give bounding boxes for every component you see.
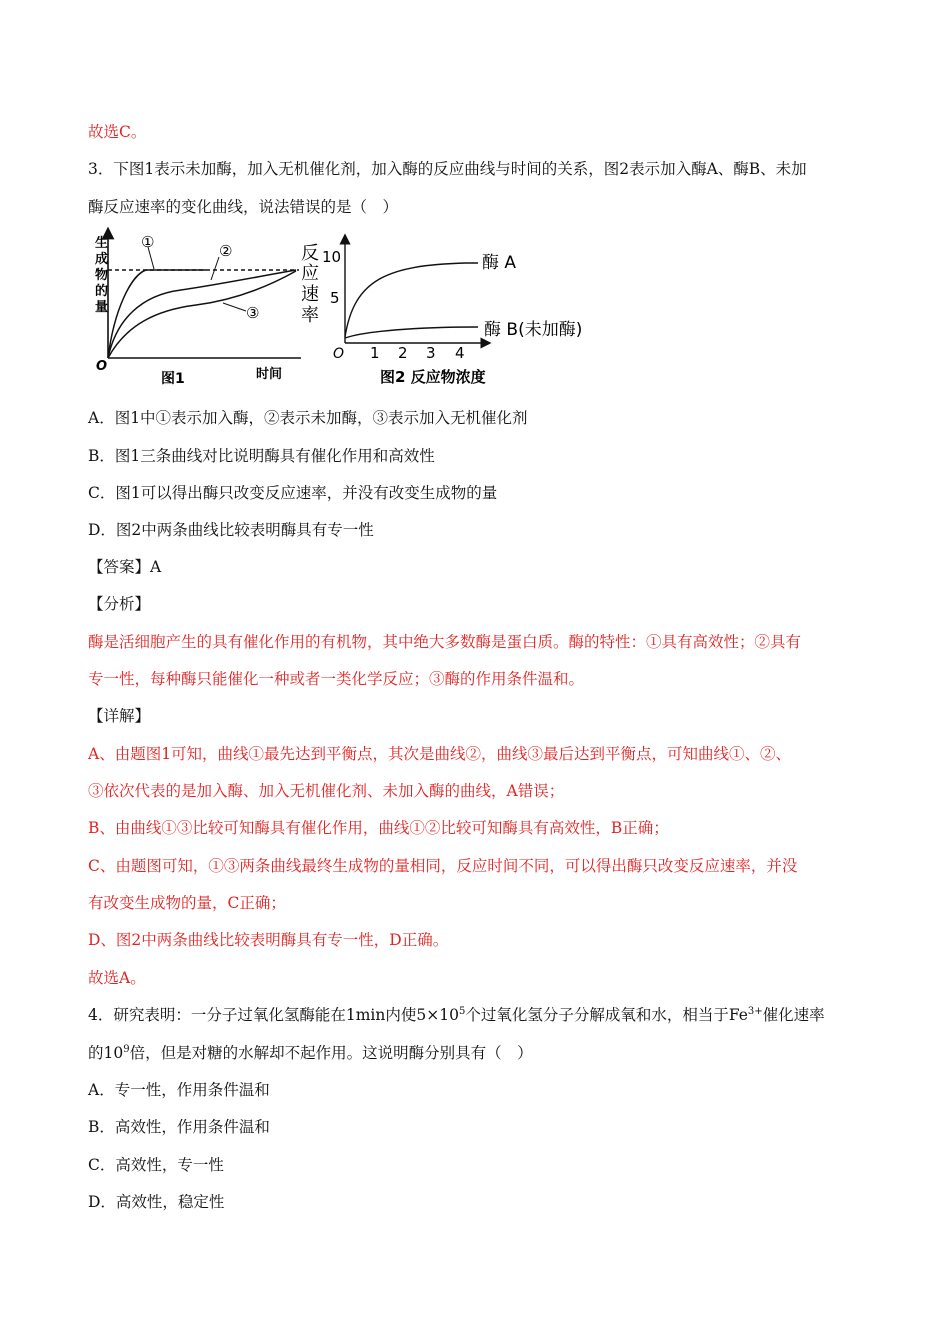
fig2-curve-enzyme-a xyxy=(345,263,478,337)
q4-stem-part5: 倍，但是对糖的水解却不起作用。这说明酶分别具有（ ） xyxy=(129,1044,533,1062)
q4-option-b: B．高效性，作用条件温和 xyxy=(88,1118,270,1136)
figure-1 xyxy=(95,233,301,387)
fig2-ytick-5: 5 xyxy=(330,289,340,307)
fig2-curve-enzyme-b xyxy=(345,327,478,338)
q3-option-c: C．图1可以得出酶只改变反应速率，并没有改变生成物的量 xyxy=(88,484,498,502)
q4-option-c: C．高效性，专一性 xyxy=(88,1156,224,1174)
q4-stem-line1 xyxy=(88,1005,825,1025)
fig1-marker-1: ① xyxy=(141,233,155,251)
fig1-ylabel-4: 量 xyxy=(95,300,109,315)
fig2-xtick-4: 4 xyxy=(455,344,465,362)
q4-option-d: D．高效性，稳定性 xyxy=(88,1193,225,1211)
q4-stem-part4: 的10 xyxy=(88,1044,124,1062)
fig1-ylabel-2: 物 xyxy=(95,268,109,283)
q3-analysis-heading: 【分析】 xyxy=(88,595,151,613)
q4-stem-part3: 催化速率 xyxy=(762,1006,825,1024)
fig1-origin: O xyxy=(96,359,108,374)
fig2-label-enzyme-a: 酶 A xyxy=(482,253,517,273)
fig1-curve-2 xyxy=(108,270,296,358)
fig2-xtick-1: 1 xyxy=(370,344,380,362)
q4-stem-part2: 个过氧化氢分子分解成氧和水，相当于Fe xyxy=(465,1006,748,1024)
q3-detail-line1: A、由题图1可知，曲线①最先达到平衡点，其次是曲线②，曲线③最后达到平衡点，可知曲线①、②、 xyxy=(88,745,792,763)
q4-stem-line2 xyxy=(88,1043,533,1063)
q3-figure-svg xyxy=(86,225,626,395)
q3-stem-line1: 3．下图1表示未加酶，加入无机催化剂，加入酶的反应曲线与时间的关系，图2表示加入酶A、酶B、未加 xyxy=(88,160,807,178)
fig1-ylabel-1: 成 xyxy=(95,252,109,267)
q3-option-b: B．图1三条曲线对比说明酶具有催化作用和高效性 xyxy=(88,447,435,465)
q3-detail-line5: 有改变生成物的量，C正确； xyxy=(88,894,286,912)
q3-stem-line2: 酶反应速率的变化曲线，说法错误的是（ ） xyxy=(88,198,399,216)
fig2-label-enzyme-b: 酶 B(未加酶) xyxy=(484,320,583,340)
fig1-curve-3 xyxy=(108,271,296,358)
fig2-origin: O xyxy=(333,346,345,362)
q3-figures xyxy=(86,225,626,395)
q4-stem-part1: 4．研究表明：一分子过氧化氢酶能在1min内使5×10 xyxy=(88,1006,459,1024)
fig2-ylabel-0: 反 xyxy=(301,243,319,264)
fig1-marker-3: ③ xyxy=(246,304,260,322)
q4-sup-charge: 3+ xyxy=(747,1005,763,1017)
q4-sup-exponent-9: 9 xyxy=(123,1043,130,1055)
fig1-ylabel-0: 生 xyxy=(95,236,109,251)
fig1-ylabel-3: 的 xyxy=(95,284,109,299)
q4-sup-exponent-5: 5 xyxy=(458,1005,466,1017)
figure-2 xyxy=(301,239,582,386)
q3-detail-line6: D、图2中两条曲线比较表明酶具有专一性，D正确。 xyxy=(88,931,449,949)
q3-detail-line3: B、由曲线①③比较可知酶具有催化作用，曲线①②比较可知酶具有高效性，B正确； xyxy=(88,819,669,837)
fig2-ylabel-3: 率 xyxy=(301,305,319,326)
fig2-xtick-3: 3 xyxy=(426,344,436,362)
fig2-xtick-2: 2 xyxy=(398,344,408,362)
q4-option-a: A．专一性，作用条件温和 xyxy=(88,1081,270,1099)
fig1-caption: 图1 xyxy=(161,371,185,387)
fig1-marker-2: ② xyxy=(219,242,233,260)
q3-analysis-line1: 酶是活细胞产生的具有催化作用的有机物，其中绝大多数酶是蛋白质。酶的特性：①具有高效性；②具有 xyxy=(88,633,802,651)
fig2-caption: 图2 反应物浓度 xyxy=(380,368,486,386)
q3-conclusion: 故选A。 xyxy=(88,969,146,987)
q3-option-d: D．图2中两条曲线比较表明酶具有专一性 xyxy=(88,521,374,539)
fig2-ytick-10: 10 xyxy=(322,248,342,266)
q3-detail-heading: 【详解】 xyxy=(88,707,151,725)
prev-conclusion: 故选C。 xyxy=(88,123,147,141)
q3-detail-line4: C、由题图可知，①③两条曲线最终生成物的量相同，反应时间不同，可以得出酶只改变反应速率，并没 xyxy=(88,857,798,875)
fig1-marker-3-leader xyxy=(223,303,246,311)
fig2-ylabel-2: 速 xyxy=(301,284,319,305)
fig1-xlabel: 时间 xyxy=(256,367,283,382)
q3-analysis-line2: 专一性，每种酶只能催化一种或者一类化学反应；③酶的作用条件温和。 xyxy=(88,670,585,688)
q3-detail-line2: ③依次代表的是加入酶、加入无机催化剂、未加入酶的曲线，A错误； xyxy=(88,782,565,800)
q3-answer: 【答案】A xyxy=(88,558,162,576)
fig1-marker-2-leader xyxy=(211,257,219,280)
q3-option-a: A．图1中①表示加入酶，②表示未加酶，③表示加入无机催化剂 xyxy=(88,409,528,427)
fig2-ylabel-1: 应 xyxy=(301,263,319,284)
